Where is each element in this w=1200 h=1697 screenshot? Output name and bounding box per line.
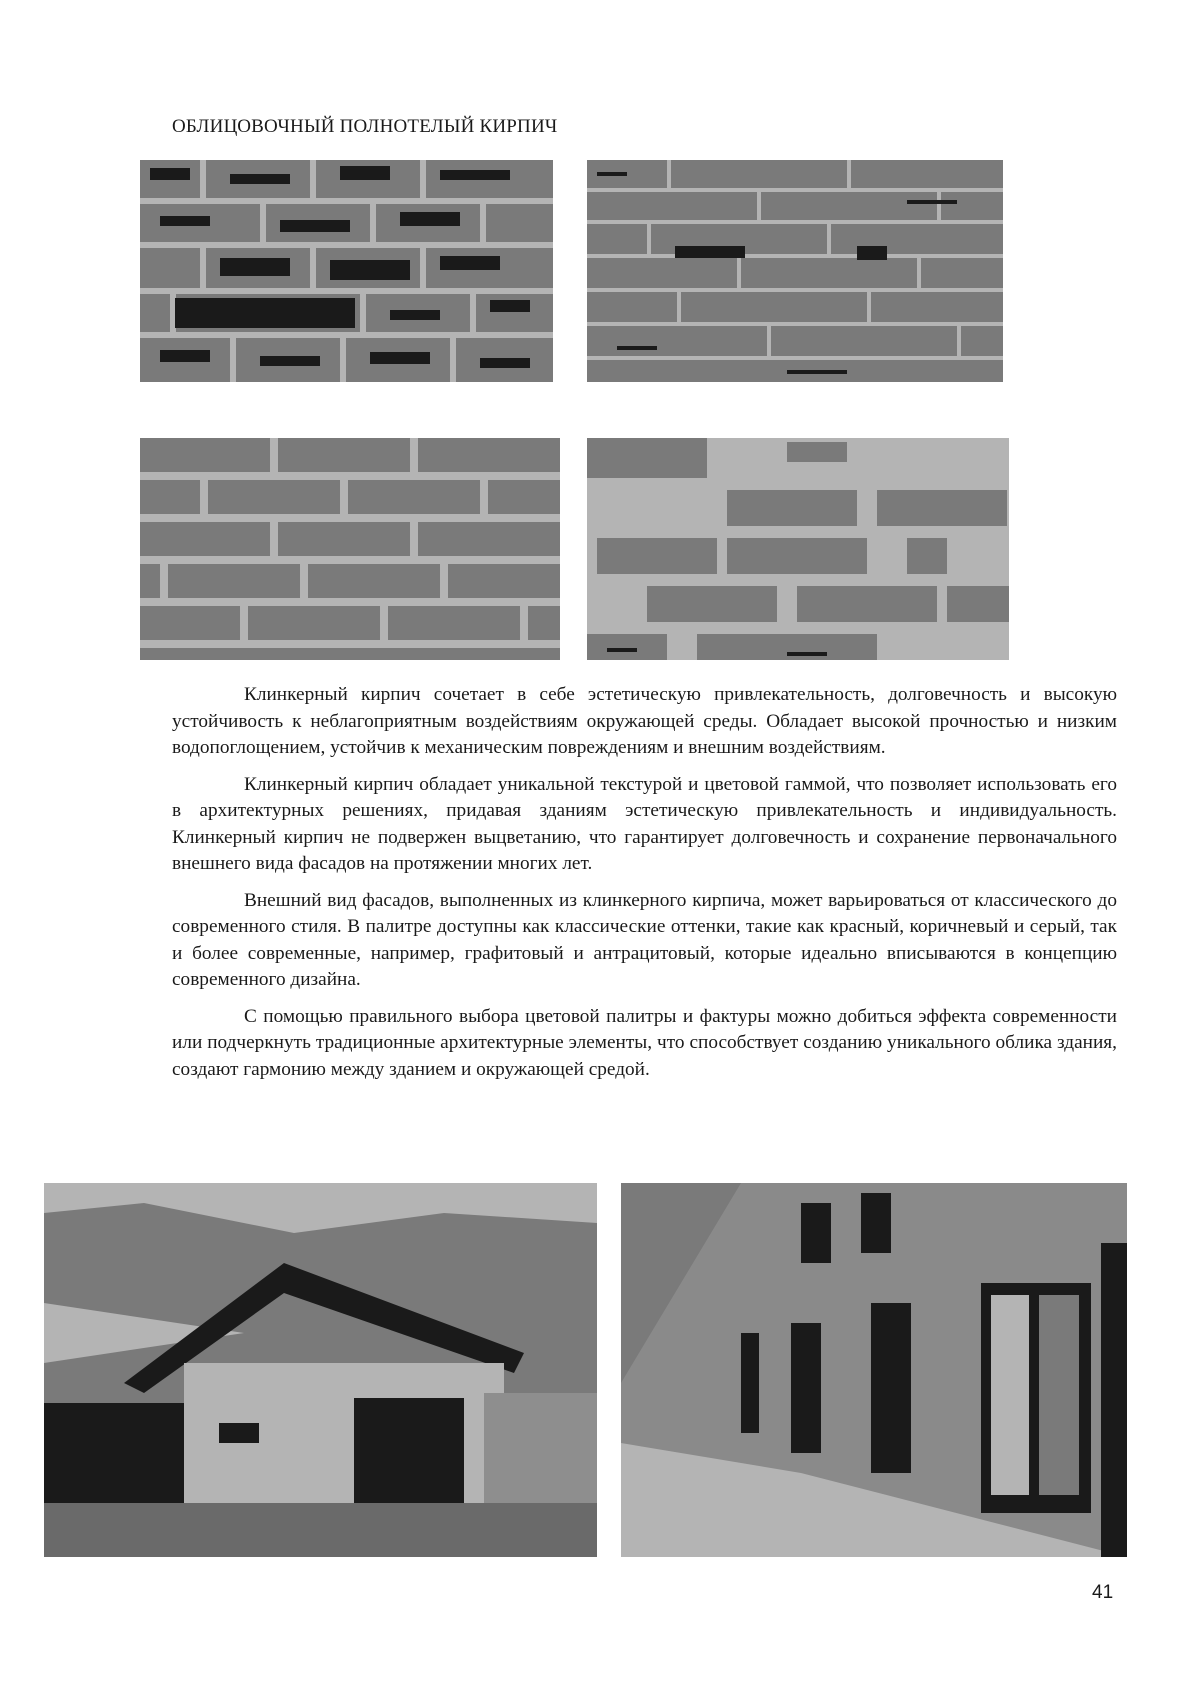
paragraph: Внешний вид фасадов, выполненных из клинкерного кирпича, может варьироваться от классического до современного стиля. В палитре доступны как классические оттенки, такие как красный, коричневый и серый, так и более современные, например, графитовый и антрацитовый, которые идеально вписываются в концепцию современного дизайна. [172,889,1117,990]
brick-photo-mottled [587,438,1009,660]
brick-photo-dark-speckled [140,160,553,382]
brick-photo-long-thin [587,160,1003,382]
paragraph: С помощью правильного выбора цветовой палитры и фактуры можно добиться эффекта современности или подчеркнуть традиционные архитектурные элементы, что способствует созданию уникального облика здания, создают гармонию между зданием и окружающей средой. [172,1005,1117,1080]
page-number: 41 [1092,1582,1114,1603]
house-photo-pergola [44,1183,597,1557]
body-text [172,682,1117,1093]
paragraph: Клинкерный кирпич сочетает в себе эстетическую привлекательность, долговечность и высокую устойчивость к неблагоприятным воздействиям окружающей среды. Обладает высокой прочностью и низким водопоглощением, устойчив к механическим повреждениям и внешним воздействиям. [172,684,1117,758]
brick-photo-uniform [140,438,560,660]
paragraph: Клинкерный кирпич обладает уникальной текстурой и цветовой гаммой, что позволяет использовать его в архитектурных решениях, придавая зданиям эстетическую привлекательность и индивидуальность. Клинкерный кирпич не подвержен выцветанию, что гарантирует долговечность и сохранение первоначального внешнего вида фасадов на протяжении многих лет. [172,773,1117,874]
page-heading: ОБЛИЦОВОЧНЫЙ ПОЛНОТЕЛЫЙ КИРПИЧ [172,116,558,137]
townhouse-photo-street [621,1183,1127,1557]
